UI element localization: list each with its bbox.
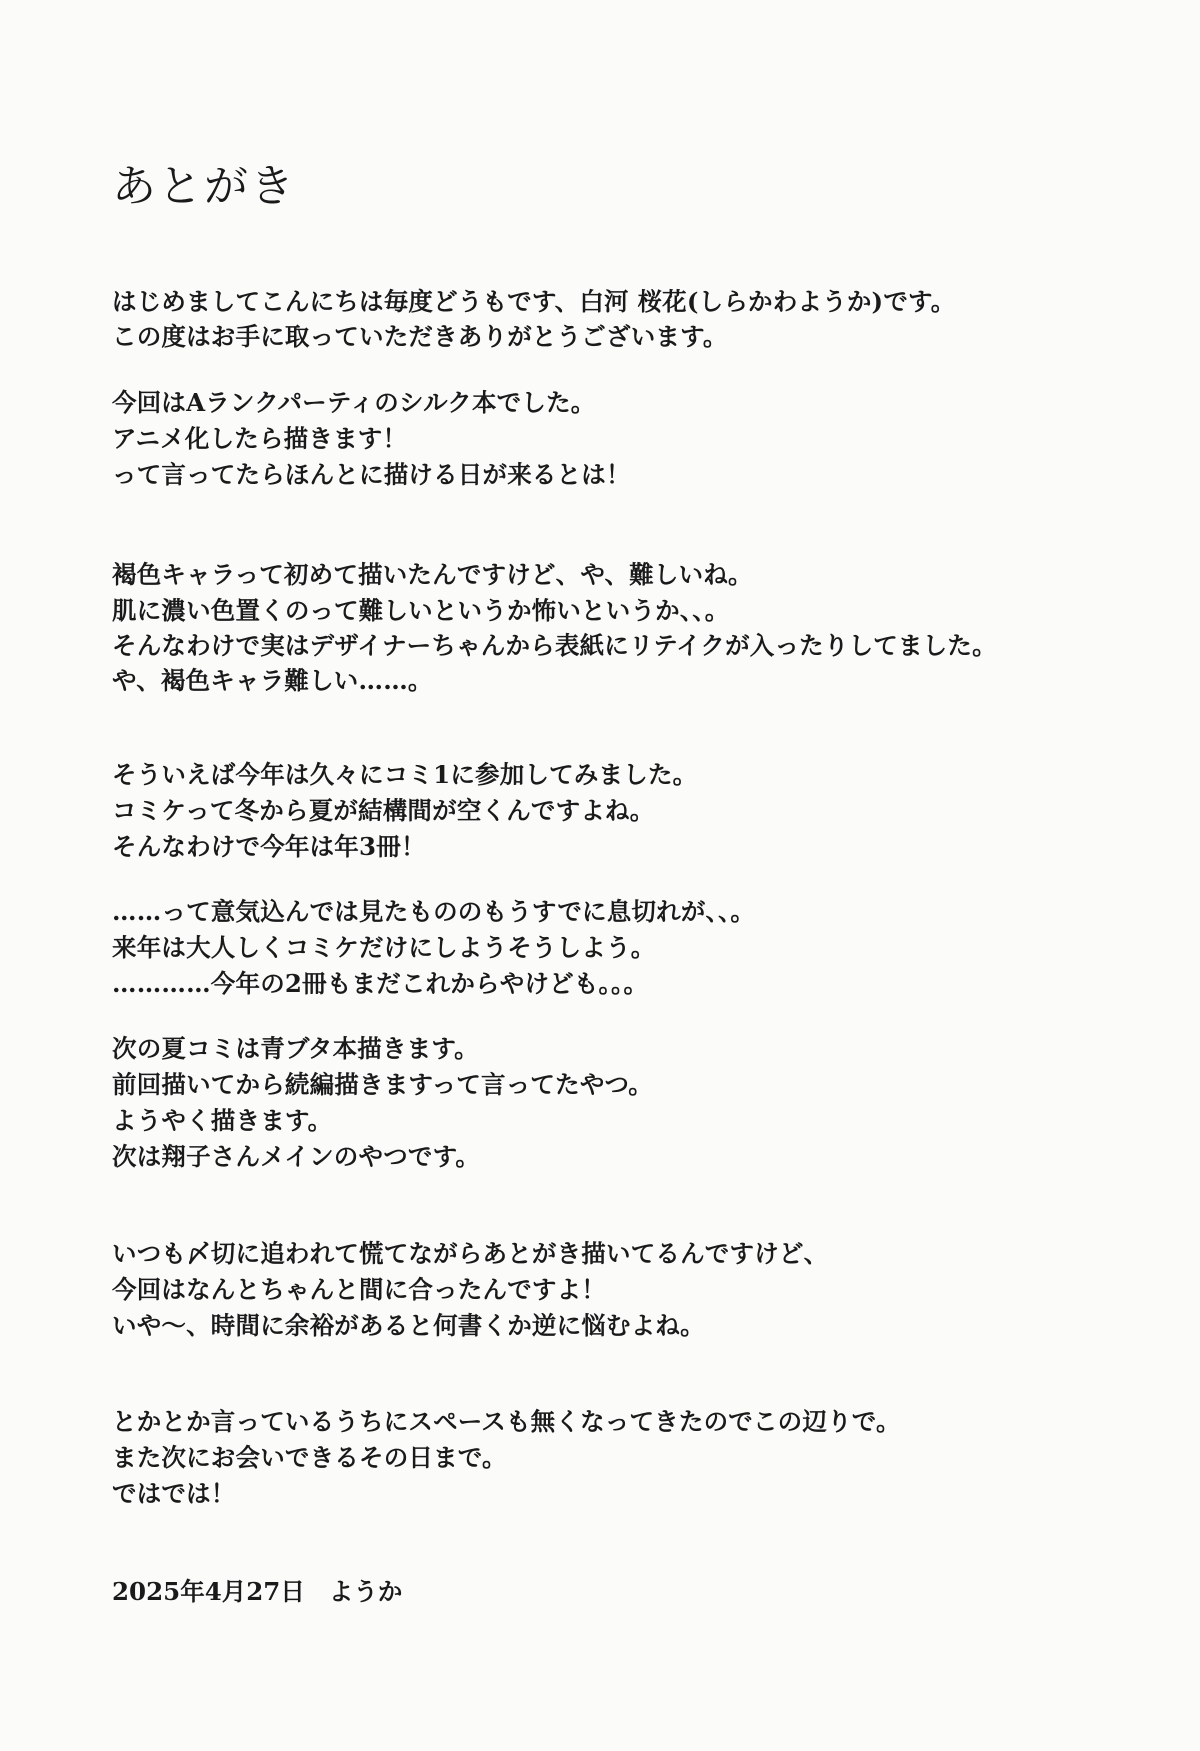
text-line: そんなわけで今年は年3冊！: [112, 832, 426, 861]
text-line: そういえば今年は久々にコミ1に参加してみました。: [112, 760, 698, 789]
signature: [112, 1577, 403, 1606]
text-line: ではでは！: [112, 1479, 236, 1508]
text-line: とかとか言っているうちにスペースも無くなってきたのでこの辺りで。: [112, 1407, 901, 1436]
text-line: 前回描いてから続編描きますって言ってたやつ。: [112, 1070, 653, 1099]
text-line: 次の夏コミは青ブタ本描きます。: [112, 1034, 479, 1063]
text-line: いつも〆切に追われて慌てながらあとがき描いてるんですけど、: [112, 1239, 829, 1268]
text-line: アニメ化したら描きます！: [112, 424, 408, 453]
text-line: 来年は大人しくコミケだけにしようそうしよう。: [112, 933, 656, 962]
text-line: 今回はなんとちゃんと間に合ったんですよ！: [112, 1275, 606, 1304]
text-line: いや〜、時間に余裕があると何書くか逆に悩むよね。: [112, 1311, 705, 1340]
text-line: はじめましてこんにちは毎度どうもです、白河 桜花(しらかわようか)です。: [112, 287, 956, 316]
text-line: 今回はAランクパーティのシルク本でした。: [112, 388, 596, 417]
text-line: この度はお手に取っていただきありがとうございます。: [112, 322, 728, 351]
text-line: また次にお会いできるその日まで。: [112, 1443, 507, 1472]
page-title: あとがき: [112, 161, 296, 212]
signature-date: 2025年4月27日: [112, 1577, 305, 1606]
text-line: 次は翔子さんメインのやつです。: [112, 1142, 481, 1171]
text-line: や、褐色キャラ難しい……。: [112, 666, 433, 695]
text-line: 褐色キャラって初めて描いたんですけど、や、難しいね。: [112, 560, 753, 589]
text-line: 肌に濃い色置くのって難しいというか怖いというか、、。: [112, 596, 730, 625]
signature-name: ようか: [328, 1577, 403, 1606]
text-line: って言ってたらほんとに描ける日が来るとは！: [112, 460, 631, 489]
text-line: ……って意気込んでは見たもののもうすでに息切れが、、。: [112, 897, 756, 926]
text-line: ようやく描きます。: [112, 1106, 333, 1135]
text-line: コミケって冬から夏が結構間が空くんですよね。: [112, 796, 655, 825]
text-line: そんなわけで実はデザイナーちゃんから表紙にリテイクが入ったりしてました。: [112, 631, 997, 660]
text-line: …………今年の2冊もまだこれからやけども。。。: [112, 969, 649, 998]
